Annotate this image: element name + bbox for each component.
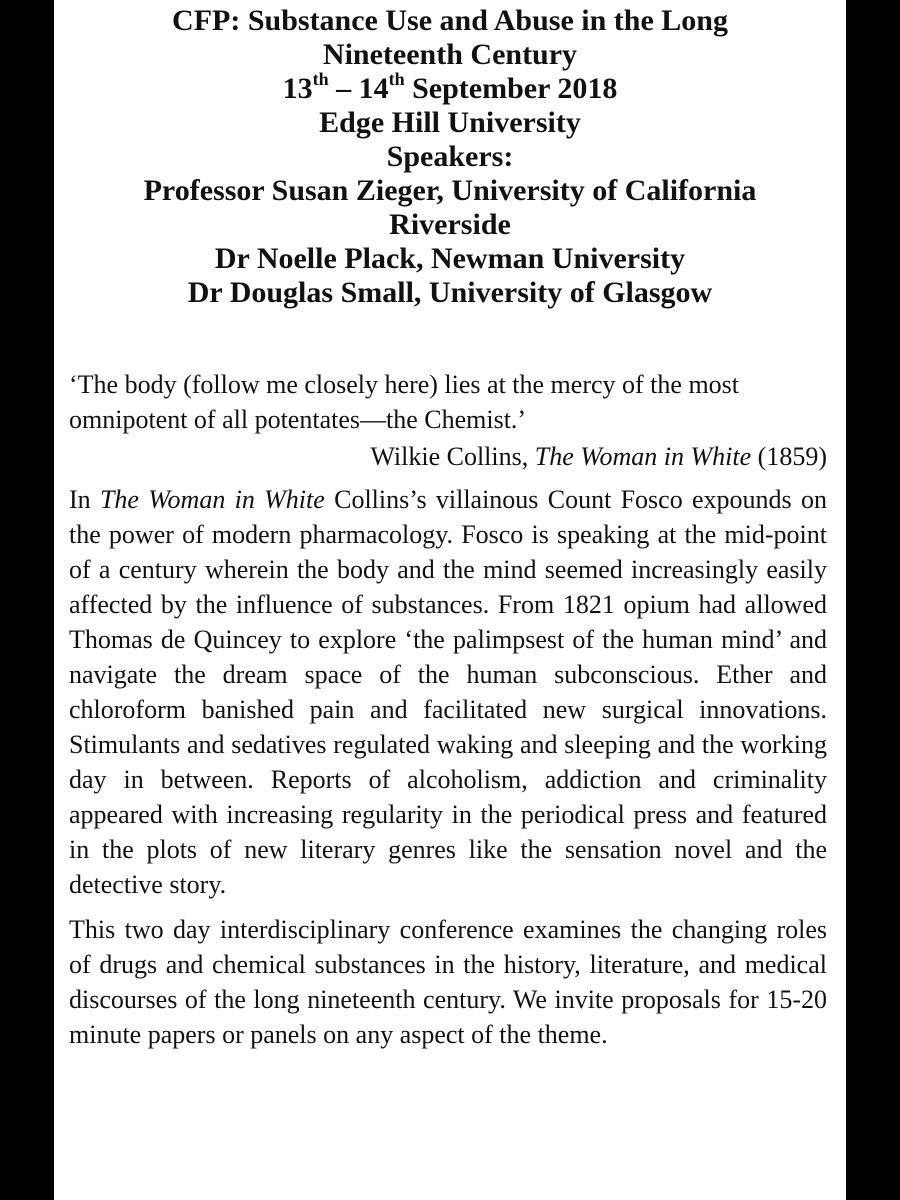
speaker-1-line-2: Riverside (389, 208, 511, 241)
epigraph-work: The Woman in White (534, 442, 752, 471)
cfp-header (54, 4, 846, 310)
date-dash: – (328, 72, 359, 105)
date-month-year: September 2018 (404, 72, 618, 105)
page-title-line-2: Nineteenth Century (322, 38, 578, 71)
date-day-2: 14 (358, 72, 389, 105)
speaker-3: Dr Douglas Small, University of Glasgow (187, 276, 713, 309)
conference-dates (54, 69, 846, 106)
epigraph-author: Wilkie Collins, (370, 442, 535, 471)
speaker-2: Dr Noelle Plack, Newman University (214, 242, 686, 275)
conference-venue: Edge Hill University (319, 106, 581, 139)
date-day-1: 13 (282, 72, 313, 105)
speakers-label: Speakers: (386, 140, 514, 173)
page-title-line-1: CFP: Substance Use and Abuse in the Long (172, 4, 728, 37)
paragraph-1-work: The Woman in White (99, 485, 325, 514)
document-body (69, 367, 827, 1062)
document-page (54, 0, 846, 1200)
date-suffix-2: th (388, 69, 405, 89)
speaker-1-line-1: Professor Susan Zieger, University of California (143, 174, 757, 207)
epigraph-attribution (69, 439, 827, 474)
epigraph-year: (1859) (751, 442, 827, 471)
paragraph-1-text: Collins’s villainous Count Fosco expounds on the power of modern pharmacology. Fosco is speaking at the mid-point of a century wherein the body and the mind seemed increasingly easily affected by the influence of substances. From 1821 opium had allowed Thomas de Quincey to explore ‘the palimpsest of the human mind’ and navigate the dream space of the human subconscious. Ether and chloroform banished pain and facilitated new surgical innovations. Stimulants and sedatives regulated waking and sleeping and the working day in between. Reports of alcoholism, addiction and criminality appeared with increasing regularity in the periodical press and featured in the plots of new literary genres like the sensation novel and the detective story. (69, 485, 827, 899)
paragraph-2: This two day interdisciplinary conference examines the changing roles of drugs and chemical substances in the history, literature, and medical discourses of the long nineteenth century. We invite proposals for 15-20 minute papers or panels on any aspect of the theme. (69, 915, 827, 1049)
epigraph-quote: ‘The body (follow me closely here) lies at the mercy of the most omnipotent of all potentates—the Chemist.’ (69, 370, 740, 434)
paragraph-1 (69, 482, 827, 902)
date-suffix-1: th (312, 69, 329, 89)
paragraph-1-lead: In (69, 485, 100, 514)
